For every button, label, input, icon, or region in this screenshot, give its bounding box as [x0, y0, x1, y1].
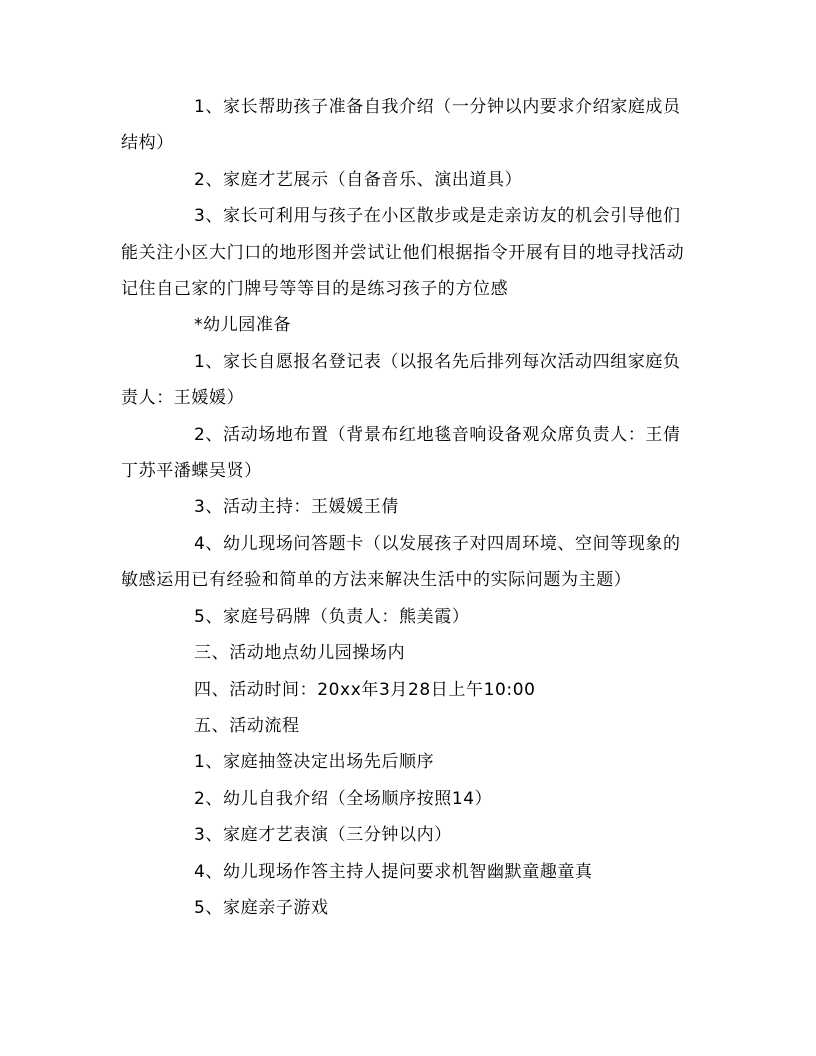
paragraph-host: 3、活动主持：王媛媛王倩: [194, 497, 400, 518]
section-heading-process: 五、活动流程: [194, 715, 300, 736]
paragraph-question-cards: 4、幼儿现场问答题卡（以发展孩子对四周环境、空间等现象的敏感运用已有经验和简单的方法来解决生活中的实际问题为主题）: [121, 533, 681, 591]
paragraph-orientation-training: 3、家长可利用与孩子在小区散步或是走亲访友的机会引导他们能关注小区大门口的地形图并尝试让他们根据指令开展有目的地寻找活动记住自己家的门牌号等等目的是练习孩子的方位感: [121, 206, 685, 300]
document-body: [121, 89, 686, 926]
paragraph-talent-show: 2、家庭才艺展示（自备音乐、演出道具）: [194, 169, 523, 190]
paragraph-registration-form: 1、家长自愿报名登记表（以报名先后排列每次活动四组家庭负责人：王媛媛）: [121, 351, 681, 409]
process-step-qa: 4、幼儿现场作答主持人提问要求机智幽默童趣童真: [194, 861, 593, 882]
section-heading-time: 四、活动时间：20xx年3月28日上午10:00: [194, 679, 536, 700]
process-step-draw-lots: 1、家庭抽签决定出场先后顺序: [194, 752, 435, 773]
process-step-talent-performance: 3、家庭才艺表演（三分钟以内）: [194, 825, 452, 846]
paragraph-venue-setup: 2、活动场地布置（背景布红地毯音响设备观众席负责人：王倩丁苏平潘蝶吴贤）: [121, 424, 681, 482]
process-step-family-game: 5、家庭亲子游戏: [194, 897, 329, 918]
paragraph-family-intro: 1、家长帮助孩子准备自我介绍（一分钟以内要求介绍家庭成员结构）: [121, 97, 681, 154]
process-step-self-intro: 2、幼儿自我介绍（全场顺序按照14）: [194, 788, 493, 809]
section-heading-location: 三、活动地点幼儿园操场内: [194, 643, 406, 664]
paragraph-kindergarten-prep-heading: *幼儿园准备: [194, 315, 292, 336]
paragraph-number-plates: 5、家庭号码牌（负责人：熊美霞）: [194, 606, 470, 627]
